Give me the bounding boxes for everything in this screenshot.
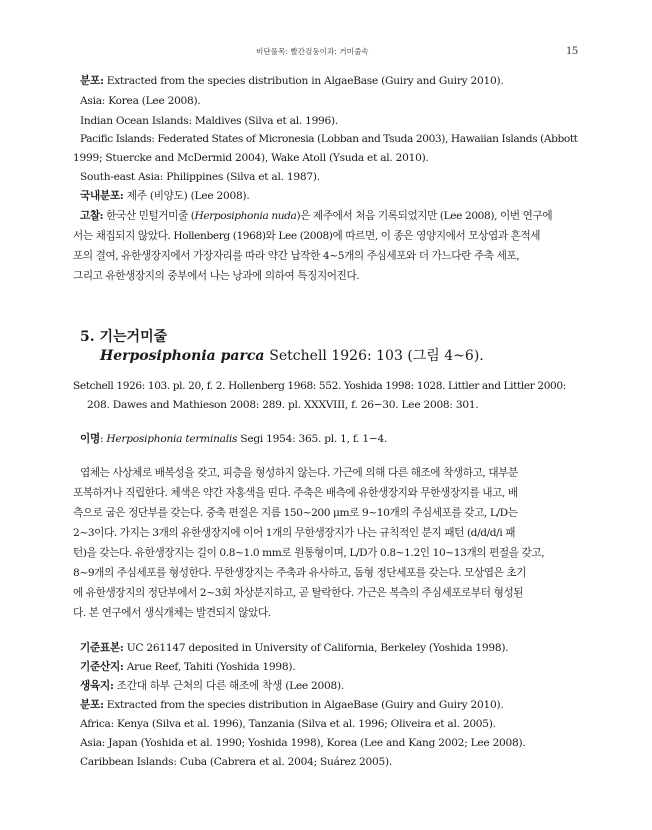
prev-remarks-line-3: 포의 결여, 유한생장지에서 가장자리를 따라 약간 납작한 4~5개의 주심세포와 더 가느다란 주축 세포, — [73, 250, 520, 262]
description-line-3: 측으로 굽은 정단부를 갖는다. 중축 편절은 지름 150~200 μm로 9~10개의 주심세포를 갖고, L/D는 — [73, 507, 518, 519]
section-number: 5. — [80, 329, 95, 345]
remarks-text-a: 한국산 민털거미줄 ( — [106, 210, 195, 222]
voucher-text: UC 261147 deposited in University of California, Berkeley (Yoshida 1998). — [126, 642, 509, 654]
description-line-1: 엽체는 사상체로 배복성을 갖고, 피층을 형성하지 않는다. 가근에 의해 다른 해조에 착생하고, 대부분 — [80, 467, 518, 479]
type-locality-line — [80, 660, 295, 674]
citations-line-2: 208. Dawes and Mathieson 2008: 289. pl. XXXVIII, f. 26−30. Lee 2008: 301. — [87, 399, 479, 411]
citations-line-1: Setchell 1926: 103. pl. 20, f. 2. Hollenberg 1968: 552. Yoshida 1998: 1028. Littler and Littler 2000: — [73, 380, 566, 392]
prev-remarks-line-1 — [80, 209, 552, 223]
remarks-text-b: )은 제주에서 처음 기록되었지만 (Lee 2008), 이번 연구에 — [296, 210, 553, 222]
voucher-line — [80, 641, 508, 655]
synonym-line — [80, 432, 387, 446]
description-line-2: 포복하거나 직립한다. 체색은 약간 자홍색을 띤다. 주축은 배측에 유한생장지와 무한생장지를 내고, 배 — [73, 487, 518, 499]
section-species-name: Herposiphonia parca — [100, 348, 265, 364]
habitat-text: 조간대 하부 근처의 다른 해조에 착생 (Lee 2008). — [116, 680, 344, 692]
type-locality-text: Arue Reef, Tahiti (Yoshida 1998). — [126, 661, 296, 673]
section-heading — [80, 326, 167, 346]
voucher-label: 기준표본: — [80, 642, 124, 654]
synonym-species: Herposiphonia terminalis — [106, 433, 238, 445]
prev-dist-se-asia: South-east Asia: Philippines (Silva et al. 1987). — [80, 171, 320, 183]
prev-distribution-text: Extracted from the species distribution in AlgaeBase (Guiry and Guiry 2010). — [106, 75, 504, 87]
section-authority: Setchell 1926: 103 (그림 4~6). — [269, 348, 484, 364]
distribution-line — [80, 698, 503, 712]
prev-domestic-distribution — [80, 189, 249, 203]
description-line-4: 2~3이다. 가지는 3개의 유한생장지에 이어 1개의 무한생장지가 나는 규칙적인 분지 패턴 (d/d/d/i 패 — [73, 527, 516, 539]
description-line-5: 턴)을 갖는다. 유한생장지는 길이 0.8~1.0 mm로 원통형이며, L/D가 0.8~1.2인 10~13개의 편절을 갖고, — [73, 547, 545, 559]
dist-asia: Asia: Japan (Yoshida et al. 1990; Yoshida 1998), Korea (Lee and Kang 2002; Lee 2008). — [80, 737, 526, 749]
section-korean-name: 기는거미줄 — [99, 329, 168, 345]
type-locality-label: 기준산지: — [80, 661, 124, 673]
running-title: 비단풀목: 빨간검둥이과: 거미줄속 — [256, 47, 369, 56]
description-line-7: 에 유한생장지의 정단부에서 2~3회 차상분지하고, 곧 탈락한다. 가근은 복측의 주심세포로부터 형성된 — [73, 587, 524, 599]
description-line-8: 다. 본 연구에서 생식개체는 발견되지 않았다. — [73, 607, 271, 619]
prev-distribution-label: 분포: — [80, 75, 104, 87]
page-number: 15 — [566, 43, 578, 57]
habitat-label: 생육지: — [80, 680, 114, 692]
domestic-text: 제주 (비양도) (Lee 2008). — [126, 190, 250, 202]
prev-dist-asia: Asia: Korea (Lee 2008). — [80, 95, 201, 107]
synonym-text: Segi 1954: 365. pl. 1, f. 1−4. — [237, 433, 388, 445]
prev-remarks-line-2: 서는 채집되지 않았다. Hollenberg (1968)와 Lee (2008)에 따르면, 이 종은 영양지에서 모상엽과 흔적세 — [73, 230, 541, 242]
synonym-sep: : — [99, 433, 107, 445]
distribution-text: Extracted from the species distribution in AlgaeBase (Guiry and Guiry 2010). — [106, 699, 504, 711]
remarks-label: 고찰: — [80, 210, 104, 222]
prev-distribution — [80, 74, 503, 88]
habitat-line — [80, 679, 344, 693]
prev-dist-indian-ocean: Indian Ocean Islands: Maldives (Silva et al. 1996). — [80, 115, 339, 127]
domestic-label: 국내분포: — [80, 190, 124, 202]
remarks-species: Herposiphonia nuda — [194, 210, 297, 222]
prev-dist-pacific-2: 1999; Stuercke and McDermid 2004), Wake Atoll (Ysuda et al. 2010). — [73, 152, 429, 164]
prev-remarks-line-4: 그리고 유한생장지의 중부에서 나는 낭과에 의하여 특징지어진다. — [73, 270, 360, 282]
dist-africa: Africa: Kenya (Silva et al. 1996), Tanzania (Silva et al. 1996; Oliveira et al. 2005). — [80, 718, 496, 730]
synonym-label: 이명 — [80, 433, 100, 445]
prev-dist-pacific-1: Pacific Islands: Federated States of Micronesia (Lobban and Tsuda 2003), Hawaiian Islands (Abbott — [80, 133, 578, 145]
section-species-line — [100, 345, 484, 365]
description-line-6: 8~9개의 주심세포를 형성한다. 무한생장지는 주축과 유사하고, 돔형 정단세포를 갖는다. 모상엽은 초기 — [73, 567, 527, 579]
dist-caribbean: Caribbean Islands: Cuba (Cabrera et al. 2004; Suárez 2005). — [80, 756, 392, 768]
distribution-label: 분포: — [80, 699, 104, 711]
